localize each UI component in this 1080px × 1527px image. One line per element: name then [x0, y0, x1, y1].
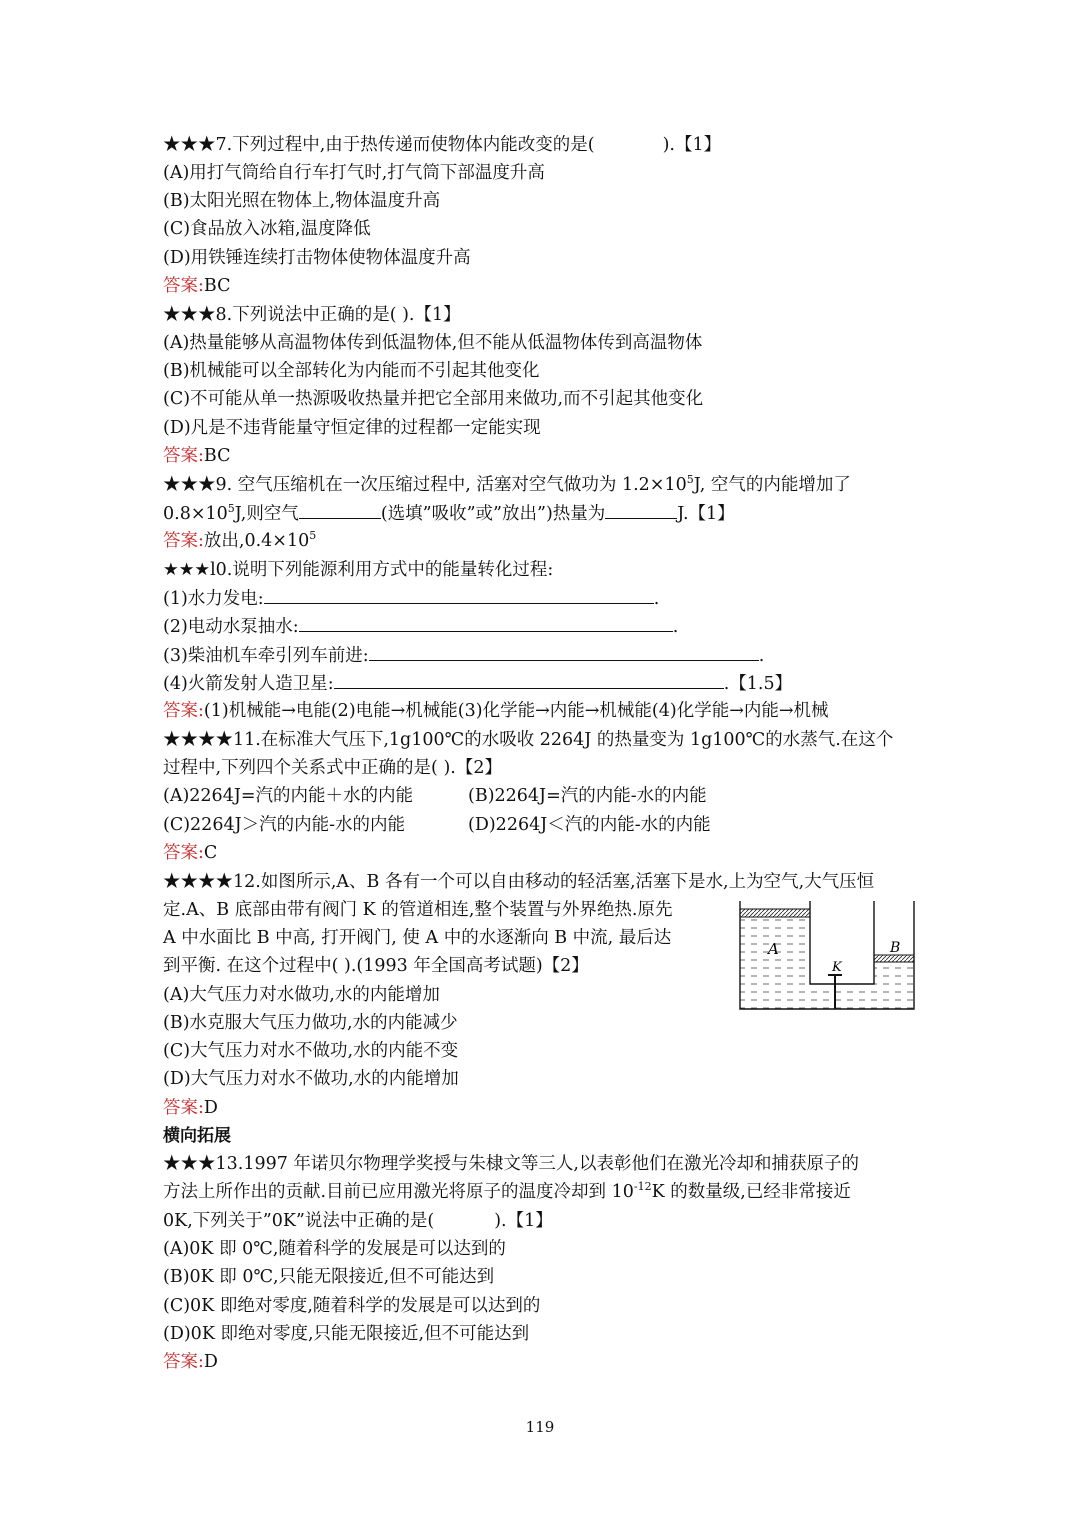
q9-line2-text-b: J,则空气: [234, 504, 299, 524]
answer-label: 答案:: [163, 531, 204, 551]
label-b: B: [890, 940, 901, 956]
q11-option-b: (B)2264J=汽的内能-水的内能: [468, 786, 707, 806]
answer-label: 答案:: [163, 446, 204, 466]
q8-option-c: (C)不可能从单一热源吸收热量并把它全部用来做功,而不引起其他变化: [163, 389, 704, 409]
q12-answer: [163, 1096, 218, 1120]
q8-answer: [163, 444, 230, 468]
q13-option-a: (A)0K 即 0℃,随着科学的发展是可以达到的: [163, 1239, 506, 1259]
q10-answer: [163, 699, 829, 723]
q7-answer-value: BC: [203, 276, 231, 296]
q9-answer: [163, 529, 316, 555]
q11-option-c: (C)2264J＞汽的内能-水的内能: [163, 815, 406, 835]
q13-line3-score: ).【1】: [494, 1211, 553, 1231]
q10-blank-3[interactable]: [369, 643, 759, 661]
answer-label: 答案:: [163, 1352, 204, 1372]
q10-stem: ★★★l0.说明下列能源利用方式中的能量转化过程:: [163, 560, 554, 580]
q11-answer: [163, 841, 217, 865]
q12-option-a: (A)大气压力对水做功,水的内能增加: [163, 985, 440, 1005]
page-number: 119: [525, 1418, 555, 1436]
q12-answer-value: D: [203, 1098, 218, 1118]
q10-item-3: [163, 643, 764, 668]
q7-option-d: (D)用铁锤连续打击物体使物体温度升高: [163, 248, 471, 268]
q8-option-d: (D)凡是不违背能量守恒定律的过程都一定能实现: [163, 418, 541, 438]
q11-options-row2: [163, 813, 405, 837]
q7-stem-text: ★★★7.下列过程中,由于热传递而使物体内能改变的是(: [163, 135, 595, 155]
q12-line1: ★★★★12.如图所示,A、B 各有一个可以自由移动的轻活塞,活塞下是水,上为空气,大气压恒: [163, 872, 875, 892]
q8-option-a: (A)热量能够从高温物体传到低温物体,但不能从低温物体传到高温物体: [163, 333, 703, 353]
q12-figure: [738, 900, 918, 1012]
q9-line1-text-end: J, 空气的内能增加了: [693, 475, 851, 495]
q13-option-c: (C)0K 即绝对零度,随着科学的发展是可以达到的: [163, 1296, 541, 1316]
q9-line2: [163, 501, 735, 528]
q7-stem: [163, 133, 721, 157]
water-a: [740, 917, 810, 1009]
q10-item-2-end: .: [672, 617, 679, 637]
q9-line2-text: 0.8×10: [163, 504, 228, 524]
q10-item-3-end: .: [758, 646, 765, 666]
water-pipe: [810, 984, 874, 1009]
q8-answer-value: BC: [203, 446, 231, 466]
q13-option-b: (B)0K 即 0℃,只能无限接近,但不可能达到: [163, 1267, 495, 1287]
q9-line1: [163, 473, 851, 499]
q12-option-b: (B)水克服大气压力做功,水的内能减少: [163, 1013, 458, 1033]
q10-item-4-label: (4)火箭发射人造卫星:: [163, 674, 334, 694]
q13-line3-text: 0K,下列关于”0K”说法中正确的是(: [163, 1211, 435, 1231]
q10-item-1: [163, 586, 659, 611]
q10-item-2: [163, 614, 678, 639]
q9-answer-exponent: 5: [309, 529, 317, 542]
q7-answer: [163, 274, 230, 298]
q9-line1-text: ★★★9. 空气压缩机在一次压缩过程中, 活塞对空气做功为 1.2×10: [163, 475, 687, 495]
q7-option-c: (C)食品放入冰箱,温度降低: [163, 219, 371, 239]
q9-line1-exponent: 5: [686, 473, 694, 486]
q12-line4: 到平衡. 在这个过程中( ).(1993 年全国高考试题)【2】: [163, 956, 589, 976]
q11-answer-value: C: [203, 843, 218, 863]
q9-line2-text-d: J.【1】: [677, 504, 735, 524]
q10-item-3-label: (3)柴油机车牵引列车前进:: [163, 646, 369, 666]
q9-line2-exponent: 5: [227, 502, 235, 515]
q11-line2: 过程中,下列四个关系式中正确的是( ).【2】: [163, 758, 502, 778]
q9-blank-2[interactable]: [605, 501, 677, 519]
q12-line3: A 中水面比 B 中高, 打开阀门, 使 A 中的水逐渐向 B 中流, 最后达: [163, 928, 672, 948]
q10-item-4: [163, 671, 792, 696]
q13-answer-value: D: [203, 1352, 218, 1372]
q12-option-d: (D)大气压力对水不做功,水的内能增加: [163, 1069, 459, 1089]
q9-answer-value: 放出,0.4×10: [203, 531, 310, 551]
q13-line2-text-end: K 的数量级,已经非常接近: [651, 1182, 851, 1202]
q9-line2-text-c: (选填”吸收”或”放出”)热量为: [380, 504, 606, 524]
answer-label: 答案:: [163, 1098, 204, 1118]
section-title: 横向拓展: [163, 1126, 231, 1146]
q11-line1: ★★★★11.在标准大气压下,1g100℃的水吸收 2264J 的热量变为 1g100℃的水蒸气.在这个: [163, 730, 894, 750]
q11-option-a: (A)2264J=汽的内能＋水的内能: [163, 786, 414, 806]
q12-line2: 定.A、B 底部由带有阀门 K 的管道相连,整个装置与外界绝热.原先: [163, 900, 673, 920]
q13-line2: [163, 1180, 851, 1206]
q13-line2-exponent: -12: [633, 1180, 652, 1193]
piston-a: [740, 909, 810, 917]
q10-blank-4[interactable]: [334, 671, 724, 689]
q13-answer: [163, 1350, 218, 1374]
q8-option-b: (B)机械能可以全部转化为内能而不引起其他变化: [163, 361, 540, 381]
q10-blank-2[interactable]: [299, 614, 673, 632]
q13-line2-text: 方法上所作出的贡献.目前已应用激光将原子的温度冷却到 10: [163, 1182, 634, 1202]
water-b: [874, 962, 914, 1009]
q12-option-c: (C)大气压力对水不做功,水的内能不变: [163, 1041, 459, 1061]
answer-label: 答案:: [163, 843, 204, 863]
q10-score: .【1.5】: [723, 674, 793, 694]
q13-line3: [163, 1209, 553, 1233]
q13-line1: ★★★13.1997 年诺贝尔物理学奖授与朱棣文等三人,以表彰他们在激光冷却和捕获原子的: [163, 1154, 859, 1174]
answer-label: 答案:: [163, 276, 204, 296]
label-k: K: [832, 960, 842, 975]
q7-stem-score: ).【1】: [662, 135, 722, 155]
label-a: A: [768, 940, 779, 958]
q13-option-d: (D)0K 即绝对零度,只能无限接近,但不可能达到: [163, 1324, 530, 1344]
q11-options-row1: [163, 784, 413, 808]
q11-option-d: (D)2264J＜汽的内能-水的内能: [468, 815, 711, 835]
q7-option-b: (B)太阳光照在物体上,物体温度升高: [163, 191, 441, 211]
q10-blank-1[interactable]: [264, 586, 654, 604]
q8-stem: ★★★8.下列说法中正确的是( ).【1】: [163, 305, 461, 325]
q10-item-1-end: .: [653, 589, 660, 609]
q10-item-2-label: (2)电动水泵抽水:: [163, 617, 299, 637]
q7-option-a: (A)用打气筒给自行车打气时,打气筒下部温度升高: [163, 163, 545, 183]
piston-b: [874, 955, 914, 962]
q9-blank-1[interactable]: [299, 501, 381, 519]
q10-answer-value: (1)机械能→电能(2)电能→机械能(3)化学能→内能→机械能(4)化学能→内能→机械: [203, 701, 829, 721]
answer-label: 答案:: [163, 701, 204, 721]
q10-item-1-label: (1)水力发电:: [163, 589, 264, 609]
